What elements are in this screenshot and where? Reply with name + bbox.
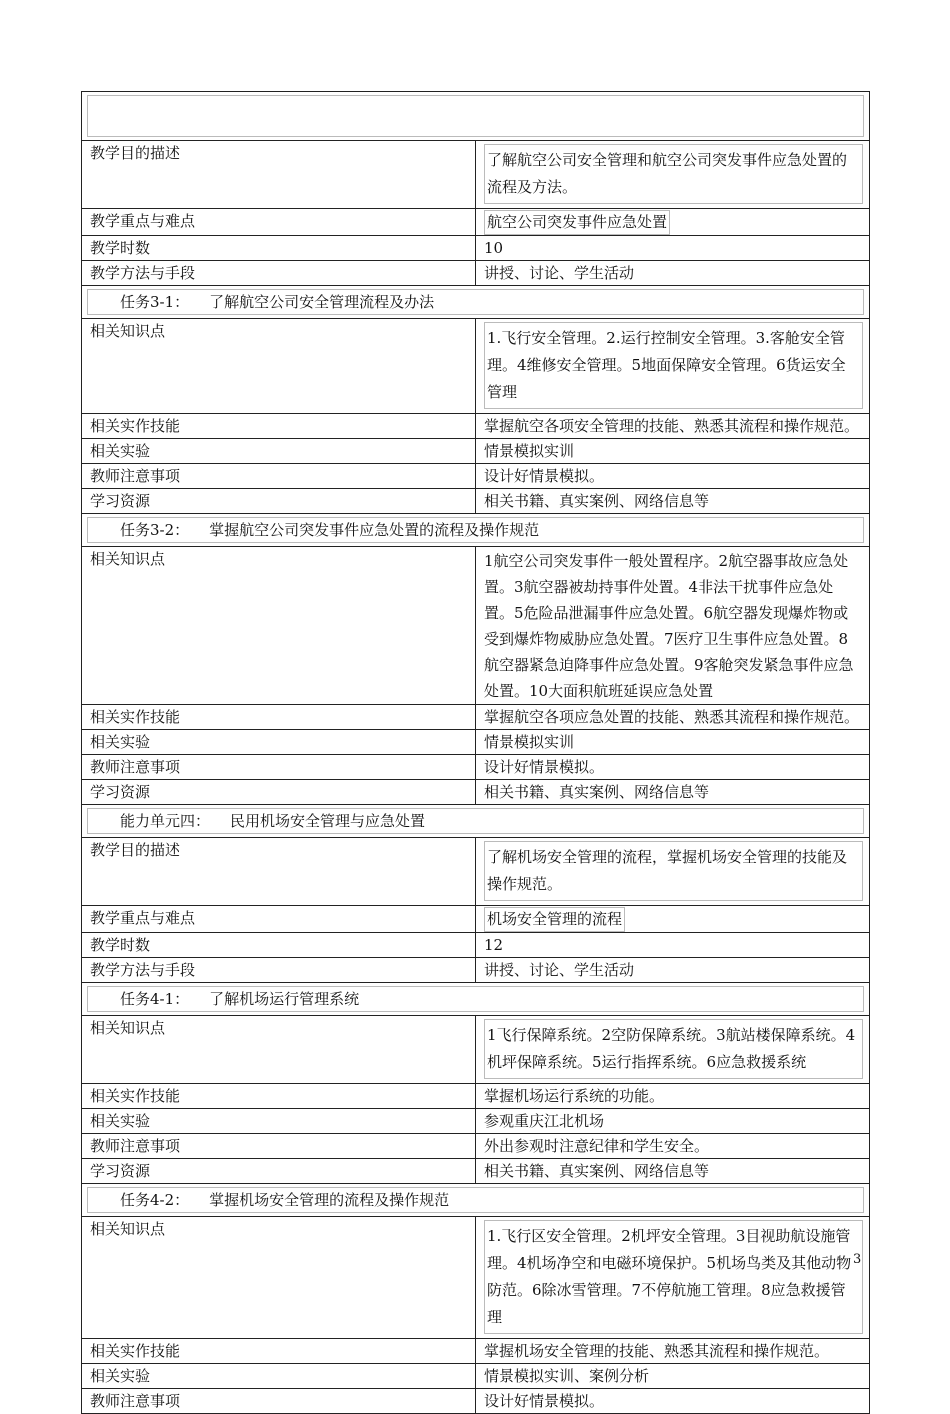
section-header-title: 掌握航空公司突发事件应急处置的流程及操作规范: [209, 521, 540, 539]
table-row: [82, 489, 870, 514]
row-value: 1航空公司突发事件一般处置程序。2航空器事故应急处置。3航空器被劫持事件处置。4非法干扰事件应急处置。5危险品泄漏事件应急处置。6航空器发现爆炸物或受到爆炸物威胁应急处置。7医疗卫生事件应急处置。8航空器紧急迫降事件应急处置。9客舱突发紧急事件应急处置。10大面积航班延误应急处置: [484, 552, 854, 700]
row-label: 相关知识点: [82, 1217, 476, 1339]
row-value-cell: [476, 547, 870, 705]
row-value: 情景模拟实训: [484, 733, 575, 751]
row-value: 了解机场安全管理的流程，掌握机场安全管理的技能及操作规范。: [484, 841, 863, 901]
table-row: [82, 1109, 870, 1134]
row-value-cell: [476, 489, 870, 514]
table-row: [82, 141, 870, 209]
row-value-cell: [476, 1109, 870, 1134]
row-value: 1.飞行区安全管理。2机坪安全管理。3目视助航设施管理。4机场净空和电磁环境保护。5机场鸟类及其他动物防范。6除冰雪管理。7不停航施工管理。8应急救援管理: [484, 1220, 863, 1334]
row-value: 掌握机场运行系统的功能。: [484, 1087, 665, 1105]
blank-cell: [82, 92, 870, 141]
table-row: [82, 464, 870, 489]
row-label: 相关实作技能: [82, 1339, 476, 1364]
row-value: 机场安全管理的流程: [484, 907, 625, 932]
row-value-cell: [476, 958, 870, 983]
table-row: [82, 705, 870, 730]
table-row: [82, 906, 870, 933]
table-row: [82, 1339, 870, 1364]
section-header-cell: [82, 286, 870, 319]
row-label: 相关实验: [82, 1109, 476, 1134]
document-page: [81, 91, 870, 1414]
row-label: 教师注意事项: [82, 1134, 476, 1159]
section-header: [87, 517, 864, 543]
row-value-cell: [476, 209, 870, 236]
row-label: 教学重点与难点: [82, 209, 476, 236]
row-value: 相关书籍、真实案例、网络信息等: [484, 492, 710, 510]
table-row: [82, 958, 870, 983]
table-row: [82, 92, 870, 141]
row-value-cell: [476, 730, 870, 755]
row-label: 教学重点与难点: [82, 906, 476, 933]
row-label: 相关实作技能: [82, 705, 476, 730]
row-value-cell: [476, 1364, 870, 1389]
section-header-title: 民用机场安全管理与应急处置: [230, 812, 426, 830]
row-label: 相关实验: [82, 439, 476, 464]
table-row: [82, 209, 870, 236]
row-value-cell: [476, 705, 870, 730]
row-value: 讲授、讨论、学生活动: [484, 961, 635, 979]
row-label: 教学方法与手段: [82, 958, 476, 983]
row-value-cell: [476, 1084, 870, 1109]
page-number: 3: [853, 1252, 862, 1267]
table-row: [82, 286, 870, 319]
curriculum-table: [81, 91, 870, 1414]
table-row: [82, 755, 870, 780]
table-row: [82, 414, 870, 439]
row-value-cell: [476, 319, 870, 414]
row-label: 学习资源: [82, 489, 476, 514]
row-value-cell: [476, 236, 870, 261]
row-value: 设计好情景模拟。: [484, 467, 605, 485]
row-value-cell: [476, 1217, 870, 1339]
section-header-number: 能力单元四：: [120, 812, 211, 830]
table-row: [82, 547, 870, 705]
table-row: [82, 805, 870, 838]
table-row: [82, 439, 870, 464]
row-label: 相关实作技能: [82, 1084, 476, 1109]
row-label: 相关知识点: [82, 547, 476, 705]
row-value-cell: [476, 755, 870, 780]
row-value-cell: [476, 141, 870, 209]
row-value: 了解航空公司安全管理和航空公司突发事件应急处置的流程及方法。: [484, 144, 863, 204]
section-header-cell: [82, 983, 870, 1016]
row-value: 设计好情景模拟。: [484, 1392, 605, 1410]
row-value-cell: [476, 1134, 870, 1159]
section-header-title: 了解航空公司安全管理流程及办法: [209, 293, 435, 311]
row-label: 学习资源: [82, 1159, 476, 1184]
row-label: 相关知识点: [82, 1016, 476, 1084]
row-label: 相关实作技能: [82, 414, 476, 439]
section-header-number: 任务4-1：: [120, 990, 190, 1008]
row-label: 教师注意事项: [82, 755, 476, 780]
row-label: 教学目的描述: [82, 838, 476, 906]
row-value: 掌握航空各项应急处置的技能、熟悉其流程和操作规范。: [484, 708, 860, 726]
row-value: 讲授、讨论、学生活动: [484, 264, 635, 282]
row-value-cell: [476, 1016, 870, 1084]
row-value-cell: [476, 414, 870, 439]
row-label: 教师注意事项: [82, 1389, 476, 1414]
section-header-number: 任务4-2：: [120, 1191, 190, 1209]
section-header: [87, 986, 864, 1012]
table-row: [82, 838, 870, 906]
section-header-number: 任务3-1：: [120, 293, 190, 311]
row-value-cell: [476, 464, 870, 489]
row-value: 1.飞行安全管理。2.运行控制安全管理。3.客舱安全管理。4维修安全管理。5地面保障安全管理。6货运安全管理: [484, 322, 863, 409]
table-row: [82, 780, 870, 805]
row-value-cell: [476, 906, 870, 933]
row-value: 12: [484, 936, 504, 954]
section-header: [87, 1187, 864, 1213]
table-row: [82, 1364, 870, 1389]
blank-box: [87, 95, 864, 137]
section-header: [87, 808, 864, 834]
section-header-number: 任务3-2：: [120, 521, 190, 539]
table-row: [82, 1134, 870, 1159]
row-value: 相关书籍、真实案例、网络信息等: [484, 783, 710, 801]
row-value: 航空公司突发事件应急处置: [484, 210, 670, 235]
table-row: [82, 236, 870, 261]
row-value: 1飞行保障系统。2空防保障系统。3航站楼保障系统。4机坪保障系统。5运行指挥系统。6应急救援系统: [484, 1019, 863, 1079]
table-row: [82, 1389, 870, 1414]
table-row: [82, 933, 870, 958]
table-row: [82, 514, 870, 547]
section-header-cell: [82, 805, 870, 838]
row-value-cell: [476, 780, 870, 805]
row-label: 教学方法与手段: [82, 261, 476, 286]
row-value: 外出参观时注意纪律和学生安全。: [484, 1137, 710, 1155]
table-row: [82, 1084, 870, 1109]
section-header-cell: [82, 514, 870, 547]
table-row: [82, 261, 870, 286]
table-row: [82, 1184, 870, 1217]
row-value: 掌握航空各项安全管理的技能、熟悉其流程和操作规范。: [484, 417, 860, 435]
row-label: 教学时数: [82, 236, 476, 261]
row-value: 10: [484, 239, 504, 257]
row-label: 教师注意事项: [82, 464, 476, 489]
row-value: 情景模拟实训: [484, 442, 575, 460]
row-value-cell: [476, 838, 870, 906]
row-value-cell: [476, 439, 870, 464]
row-label: 相关实验: [82, 730, 476, 755]
section-header-title: 掌握机场安全管理的流程及操作规范: [209, 1191, 450, 1209]
row-value: 参观重庆江北机场: [484, 1112, 605, 1130]
table-row: [82, 983, 870, 1016]
row-label: 教学目的描述: [82, 141, 476, 209]
table-row: [82, 319, 870, 414]
table-row: [82, 1016, 870, 1084]
table-row: [82, 1159, 870, 1184]
row-value: 设计好情景模拟。: [484, 758, 605, 776]
row-label: 相关实验: [82, 1364, 476, 1389]
table-body: [82, 92, 870, 1414]
row-value-cell: [476, 933, 870, 958]
row-value: 情景模拟实训、案例分析: [484, 1367, 650, 1385]
row-value-cell: [476, 1339, 870, 1364]
table-row: [82, 730, 870, 755]
row-label: 相关知识点: [82, 319, 476, 414]
table-row: [82, 1217, 870, 1339]
section-header-cell: [82, 1184, 870, 1217]
row-value-cell: [476, 1159, 870, 1184]
row-value-cell: [476, 261, 870, 286]
row-value-cell: [476, 1389, 870, 1414]
section-header: [87, 289, 864, 315]
row-label: 学习资源: [82, 780, 476, 805]
row-label: 教学时数: [82, 933, 476, 958]
section-header-title: 了解机场运行管理系统: [209, 990, 360, 1008]
row-value: 掌握机场安全管理的技能、熟悉其流程和操作规范。: [484, 1342, 830, 1360]
row-value: 相关书籍、真实案例、网络信息等: [484, 1162, 710, 1180]
